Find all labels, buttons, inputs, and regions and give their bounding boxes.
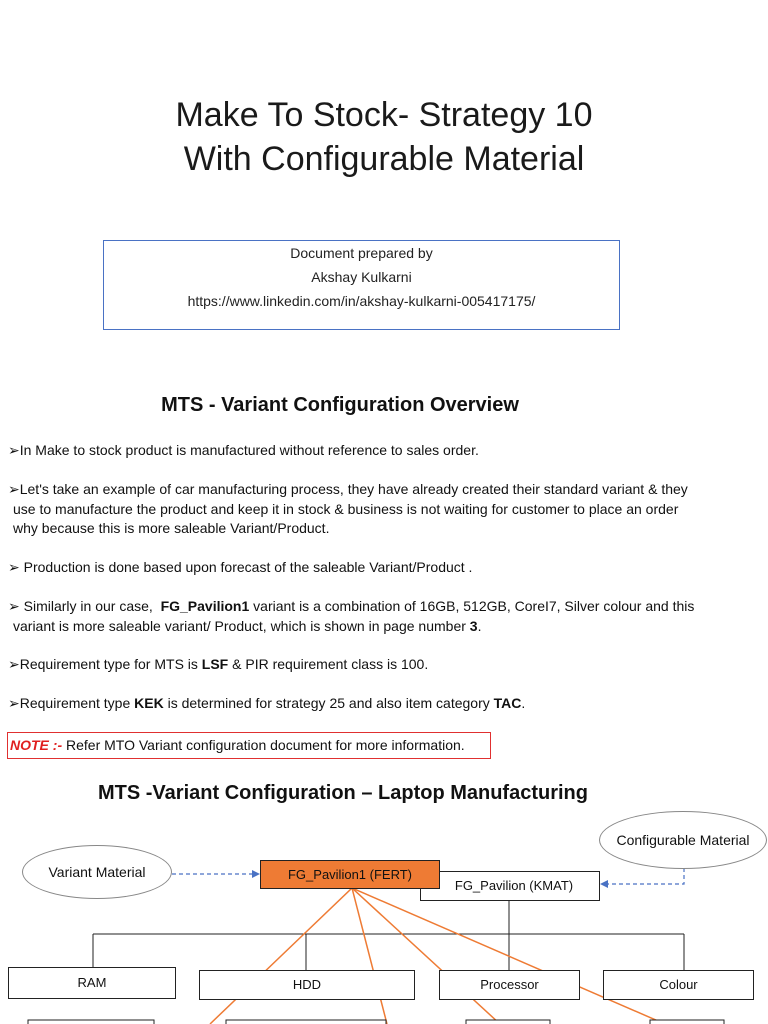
- paragraph-2: ➢Let's take an example of car manufacturing process, they have already created their standard variant & they use to manufacture the product and keep it in stock & business is not waiting for customer to place an order why because this is more saleable Variant/Product.: [8, 481, 688, 536]
- orange-line-2: [352, 888, 387, 1024]
- bullet-icon: ➢: [8, 598, 20, 614]
- author-prepared-by: Document prepared by: [290, 245, 433, 261]
- paragraph-4: ➢ Similarly in our case, FG_Pavilion1 variant is a combination of 16GB, 512GB, CoreI7, Silver colour and this variant is more saleable variant/ Product, which is shown in page number 3.: [8, 598, 695, 634]
- bullet-icon: ➢: [8, 656, 20, 672]
- title-line-1: Make To Stock- Strategy 10: [175, 96, 593, 134]
- paragraph-1: ➢In Make to stock product is manufactured without reference to sales order.: [8, 442, 479, 458]
- kmat-box: FG_Pavilion (KMAT): [420, 871, 600, 901]
- processor-option-box: [466, 1020, 550, 1024]
- author-name: Akshay Kulkarni: [311, 269, 412, 285]
- variant-material-ellipse: Variant Material: [22, 845, 172, 899]
- orange-line-3: [352, 888, 500, 1024]
- diagram-heading: MTS -Variant Configuration – Laptop Manufacturing: [98, 782, 588, 804]
- paragraph-6: ➢Requirement type KEK is determined for strategy 25 and also item category TAC.: [8, 695, 526, 711]
- note-label: NOTE :-: [10, 737, 63, 753]
- bullet-icon: ➢: [8, 695, 20, 711]
- bullet-icon: ➢: [8, 481, 20, 497]
- fert-box: FG_Pavilion1 (FERT): [260, 860, 440, 889]
- configurable-material-ellipse: Configurable Material: [599, 811, 767, 869]
- characteristic-colour-box: Colour: [603, 970, 754, 1000]
- characteristic-hdd-box: HDD: [199, 970, 415, 1000]
- author-link[interactable]: https://www.linkedin.com/in/akshay-kulkarni-005417175/: [187, 293, 536, 309]
- bullet-icon: ➢: [8, 442, 20, 458]
- bullet-icon: ➢: [8, 559, 20, 575]
- characteristic-ram-box: RAM: [8, 967, 176, 999]
- note-text: Refer MTO Variant configuration document for more information.: [62, 737, 465, 753]
- title-line-2: With Configurable Material: [183, 140, 585, 178]
- orange-line-1: [210, 888, 352, 1024]
- colour-option-box: [650, 1020, 724, 1024]
- characteristic-processor-box: Processor: [439, 970, 580, 1000]
- paragraph-3: ➢ Production is done based upon forecast of the saleable Variant/Product .: [8, 559, 473, 575]
- configurable-link-line: [608, 868, 684, 884]
- paragraph-5: ➢Requirement type for MTS is LSF & PIR requirement class is 100.: [8, 656, 429, 672]
- overview-heading: MTS - Variant Configuration Overview: [161, 394, 519, 416]
- variant-link-arrowhead: [252, 870, 260, 878]
- configurable-link-arrowhead: [600, 880, 608, 888]
- ram-option-box: [28, 1020, 154, 1024]
- hdd-option-box: [226, 1020, 386, 1024]
